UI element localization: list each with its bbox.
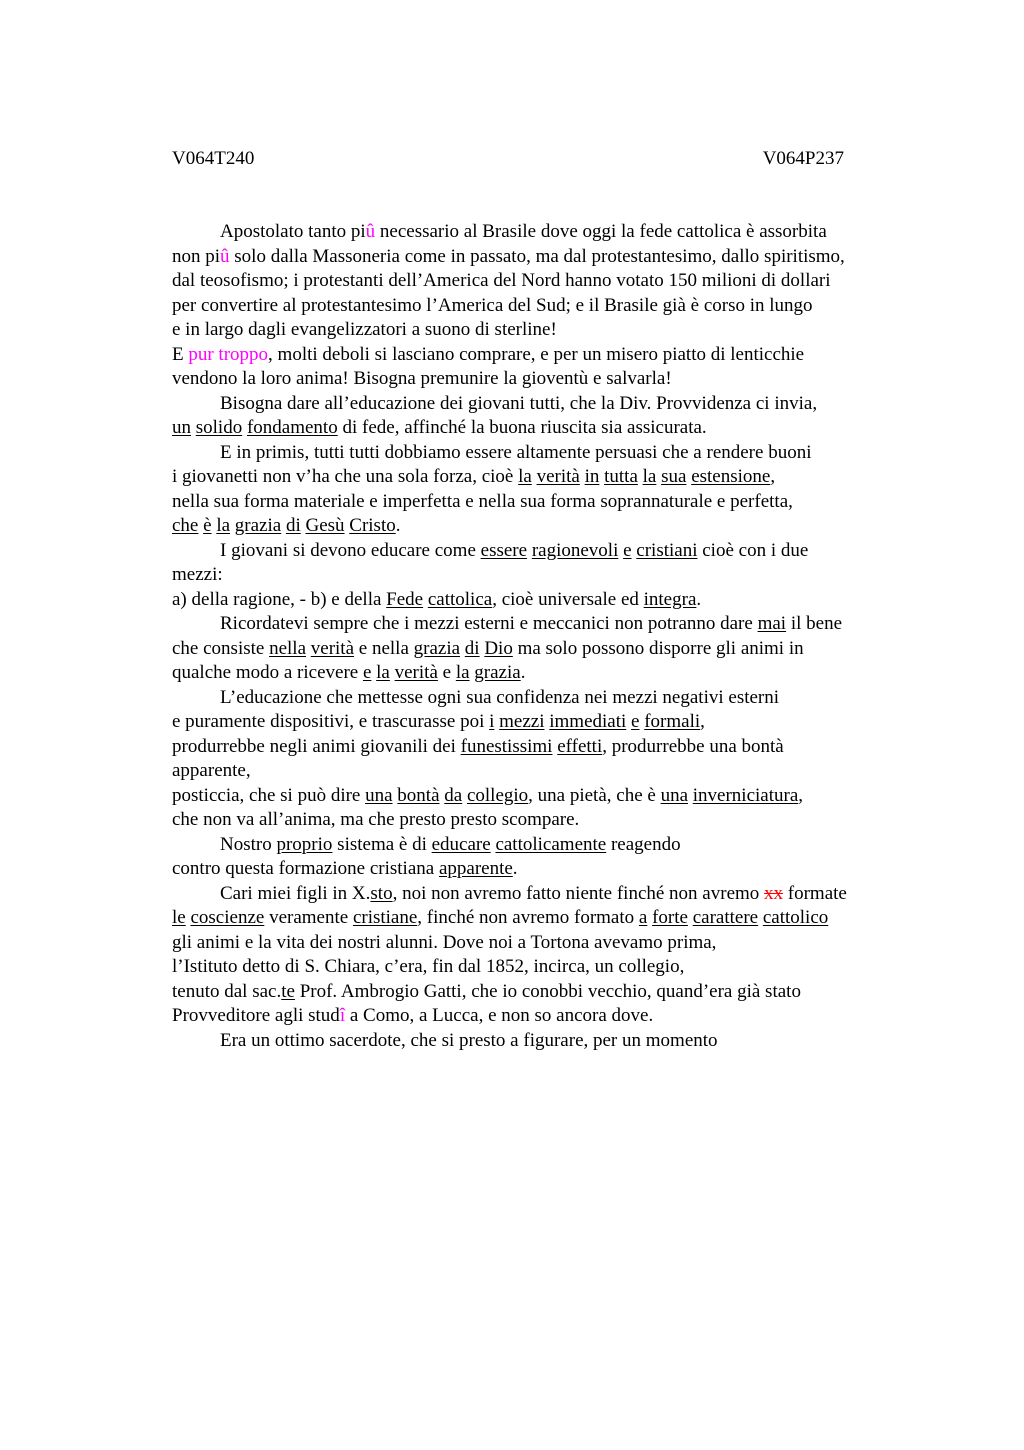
text-line: [172, 955, 932, 980]
underlined-text: verità: [536, 466, 580, 487]
document-code-right: V064P237: [762, 148, 844, 169]
underlined-text: ragionevoli: [531, 539, 619, 561]
text-segment: ,: [798, 784, 804, 806]
text-segment: di fede, affinché la buona riuscita sia assicurata.: [337, 417, 707, 438]
text-segment: qualche modo a ricevere: [172, 662, 363, 683]
text-line: [172, 661, 932, 686]
text-segment: per convertire al protestantesimo l’America del Sud; e il Brasile già è corso in lungo: [172, 294, 813, 316]
highlighted-text: û: [365, 221, 376, 242]
underlined-text: forte: [652, 907, 688, 928]
text-segment: contro questa formazione cristiana: [172, 858, 439, 879]
text-line: [172, 808, 932, 833]
text-line: [172, 465, 932, 490]
underlined-text: verità: [394, 662, 438, 683]
underlined-text: di: [464, 637, 480, 659]
text-segment: solo dalla Massoneria come in passato, ma dal protestantesimo, dallo spiritismo,: [229, 245, 845, 267]
underlined-text: e: [623, 539, 632, 561]
text-line: [172, 980, 932, 1005]
text-line: [172, 416, 932, 441]
text-line: [172, 294, 932, 319]
underlined-text: funestissimi: [460, 735, 553, 757]
text-line: [172, 514, 932, 539]
highlighted-text: pur troppo: [188, 343, 269, 365]
underlined-text: inverniciatura: [692, 784, 799, 806]
text-line: [172, 906, 932, 931]
underlined-text: Dio: [484, 637, 513, 659]
text-segment: a) della ragione, - b) e della: [172, 588, 387, 610]
underlined-text: grazia: [413, 637, 461, 659]
underlined-text: essere: [480, 539, 528, 561]
highlighted-text: û: [220, 245, 230, 267]
text-segment: L’educazione che mettesse ogni sua confidenza nei mezzi negativi esterni: [220, 686, 780, 708]
underlined-text: una: [365, 784, 393, 806]
text-segment: , una pietà, che è: [528, 784, 661, 806]
text-line: [172, 318, 932, 343]
underlined-text: la: [642, 466, 657, 487]
text-segment: reagendo: [606, 833, 681, 855]
text-line: [172, 833, 932, 858]
text-segment: Provveditore agli stud: [172, 1005, 340, 1026]
text-segment: ,: [770, 466, 776, 487]
text-line: [172, 220, 932, 245]
underlined-text: la: [216, 515, 231, 536]
text-line: [172, 392, 932, 417]
text-segment: , produrrebbe una bontà: [602, 735, 784, 757]
underlined-text: carattere: [692, 907, 759, 928]
text-segment: a Como, a Lucca, e non so ancora dove.: [345, 1005, 654, 1026]
text-segment: mezzi:: [172, 564, 223, 585]
underlined-text: fondamento: [246, 417, 338, 438]
underlined-text: cattolicamente: [495, 833, 607, 855]
text-line: [172, 637, 932, 662]
underlined-text: in: [584, 466, 600, 487]
text-segment: .: [696, 588, 702, 610]
underlined-text: la: [376, 662, 390, 683]
text-segment: .: [512, 858, 518, 879]
text-segment: vendono la loro anima! Bisogna premunire la gioventù e salvarla!: [172, 368, 672, 389]
text-segment: .: [395, 515, 401, 536]
underlined-text: grazia: [474, 662, 521, 683]
underlined-text: te: [281, 980, 295, 1002]
underlined-text: sua: [661, 466, 687, 487]
text-segment: , noi non avremo fatto niente finché non avremo: [392, 882, 765, 904]
text-line: [172, 588, 932, 613]
struck-text: xx: [764, 882, 784, 904]
underlined-text: mezzi: [499, 711, 545, 732]
underlined-text: apparente: [438, 858, 513, 879]
text-segment: ,: [700, 711, 705, 732]
underlined-text: proprio: [276, 833, 333, 855]
text-line: [172, 882, 932, 907]
underlined-text: le: [172, 907, 186, 928]
text-segment: , cioè universale ed: [492, 588, 644, 610]
text-segment: dal teosofismo; i protestanti dell’America del Nord hanno votato 150 milioni di dollari: [172, 270, 831, 291]
text-line: [172, 367, 932, 392]
underlined-text: immediati: [549, 711, 627, 732]
text-line: [172, 784, 932, 809]
text-segment: Ricordatevi sempre che i mezzi esterni e meccanici non potranno dare: [220, 613, 758, 634]
text-segment: Apostolato tanto pi: [220, 221, 366, 242]
text-line: [172, 441, 932, 466]
text-segment: che non va all’anima, ma che presto presto scompare.: [172, 809, 580, 830]
text-segment: Cari miei figli in X.: [220, 882, 371, 904]
underlined-text: cristiane: [352, 907, 418, 928]
underlined-text: educare: [431, 833, 491, 855]
text-line: [172, 759, 932, 784]
text-segment: I giovani si devono educare come: [220, 539, 481, 561]
text-segment: gli animi e la vita dei nostri alunni. Dove noi a Tortona avevamo prima,: [172, 931, 717, 953]
underlined-text: è: [203, 515, 212, 536]
underlined-text: mai: [757, 613, 787, 634]
underlined-text: estensione: [691, 466, 771, 487]
text-segment: il bene: [786, 613, 843, 634]
text-segment: non pi: [172, 245, 221, 267]
underlined-text: verità: [310, 637, 355, 659]
text-line: [172, 1004, 932, 1029]
text-segment: .: [520, 662, 526, 683]
underlined-text: e: [362, 662, 372, 683]
text-line: [172, 343, 932, 368]
document-code-left: V064T240: [172, 148, 255, 169]
text-line: [172, 539, 932, 564]
text-line: [172, 269, 932, 294]
underlined-text: collegio: [466, 784, 529, 806]
underlined-text: integra: [643, 588, 697, 610]
text-line: [172, 686, 932, 711]
underlined-text: bontà: [397, 784, 440, 806]
text-segment: l’Istituto detto di S. Chiara, c’era, fin dal 1852, incirca, un collegio,: [172, 956, 685, 977]
underlined-text: una: [660, 784, 688, 806]
text-line: [172, 490, 932, 515]
text-segment: che consiste: [172, 637, 270, 659]
text-segment: necessario al Brasile dove oggi la fede cattolica è assorbita: [375, 221, 827, 242]
highlighted-text: î: [339, 1005, 346, 1026]
text-segment: apparente,: [172, 760, 251, 781]
text-segment: cioè con i due: [697, 539, 809, 561]
text-segment: , finché non avremo formato: [417, 907, 639, 928]
underlined-text: e: [631, 711, 640, 732]
text-segment: sistema è di: [332, 833, 432, 855]
text-segment: Era un ottimo sacerdote, che si presto a figurare, per un momento: [220, 1029, 718, 1051]
underlined-text: da: [444, 784, 463, 806]
underlined-text: Gesù: [305, 515, 345, 536]
underlined-text: Fede: [386, 588, 424, 610]
text-segment: produrrebbe negli animi giovanili dei: [172, 735, 461, 757]
text-line: [172, 710, 932, 735]
text-line: [172, 563, 932, 588]
text-segment: veramente: [264, 907, 353, 928]
text-segment: tenuto dal sac.: [172, 980, 282, 1002]
text-segment: e in largo dagli evangelizzatori a suono di sterline!: [172, 319, 557, 340]
underlined-text: i: [489, 711, 495, 732]
underlined-text: cristiani: [636, 539, 698, 561]
underlined-text: che: [172, 515, 199, 536]
text-line: [172, 735, 932, 760]
text-segment: e puramente dispositivi, e trascurasse poi: [172, 711, 490, 732]
underlined-text: la: [518, 466, 532, 487]
text-segment: i giovanetti non v’ha che una sola forza, cioè: [172, 466, 519, 487]
underlined-text: sto: [370, 882, 393, 904]
text-segment: Prof. Ambrogio Gatti, che io conobbi vecchio, quand’era già stato: [294, 980, 801, 1002]
underlined-text: nella: [269, 637, 307, 659]
text-line: [172, 857, 932, 882]
text-segment: E in primis, tutti tutti dobbiamo essere altamente persuasi che a rendere buoni: [220, 441, 812, 463]
underlined-text: di: [285, 515, 301, 536]
underlined-text: tutta: [604, 466, 638, 487]
text-segment: posticcia, che si può dire: [172, 784, 366, 806]
text-segment: Bisogna dare all’educazione dei giovani tutti, che la Div. Provvidenza ci invia,: [220, 392, 818, 414]
text-segment: nella sua forma materiale e imperfetta e nella sua forma soprannaturale e perfetta,: [172, 490, 793, 512]
underlined-text: a: [638, 907, 648, 928]
text-line: [172, 612, 932, 637]
text-segment: e: [437, 662, 456, 683]
underlined-text: solido: [195, 417, 243, 438]
document-body: [172, 220, 932, 1053]
underlined-text: coscienze: [190, 907, 265, 928]
underlined-text: un: [172, 417, 191, 438]
underlined-text: grazia: [234, 515, 282, 536]
text-segment: , molti deboli si lasciano comprare, e per un misero piatto di lenticchie: [268, 343, 805, 365]
underlined-text: la: [455, 662, 470, 683]
text-segment: Nostro: [220, 833, 277, 855]
text-line: [172, 1029, 932, 1054]
underlined-text: Cristo: [349, 515, 396, 536]
underlined-text: cattolica: [427, 588, 493, 610]
text-line: [172, 931, 932, 956]
text-segment: E: [172, 343, 189, 365]
text-segment: ma solo possono disporre gli animi in: [512, 637, 804, 659]
text-segment: e nella: [354, 637, 414, 659]
text-line: [172, 245, 932, 270]
underlined-text: formali: [644, 711, 701, 732]
underlined-text: cattolico: [762, 907, 829, 928]
text-segment: formate: [783, 882, 847, 904]
underlined-text: effetti: [557, 735, 603, 757]
